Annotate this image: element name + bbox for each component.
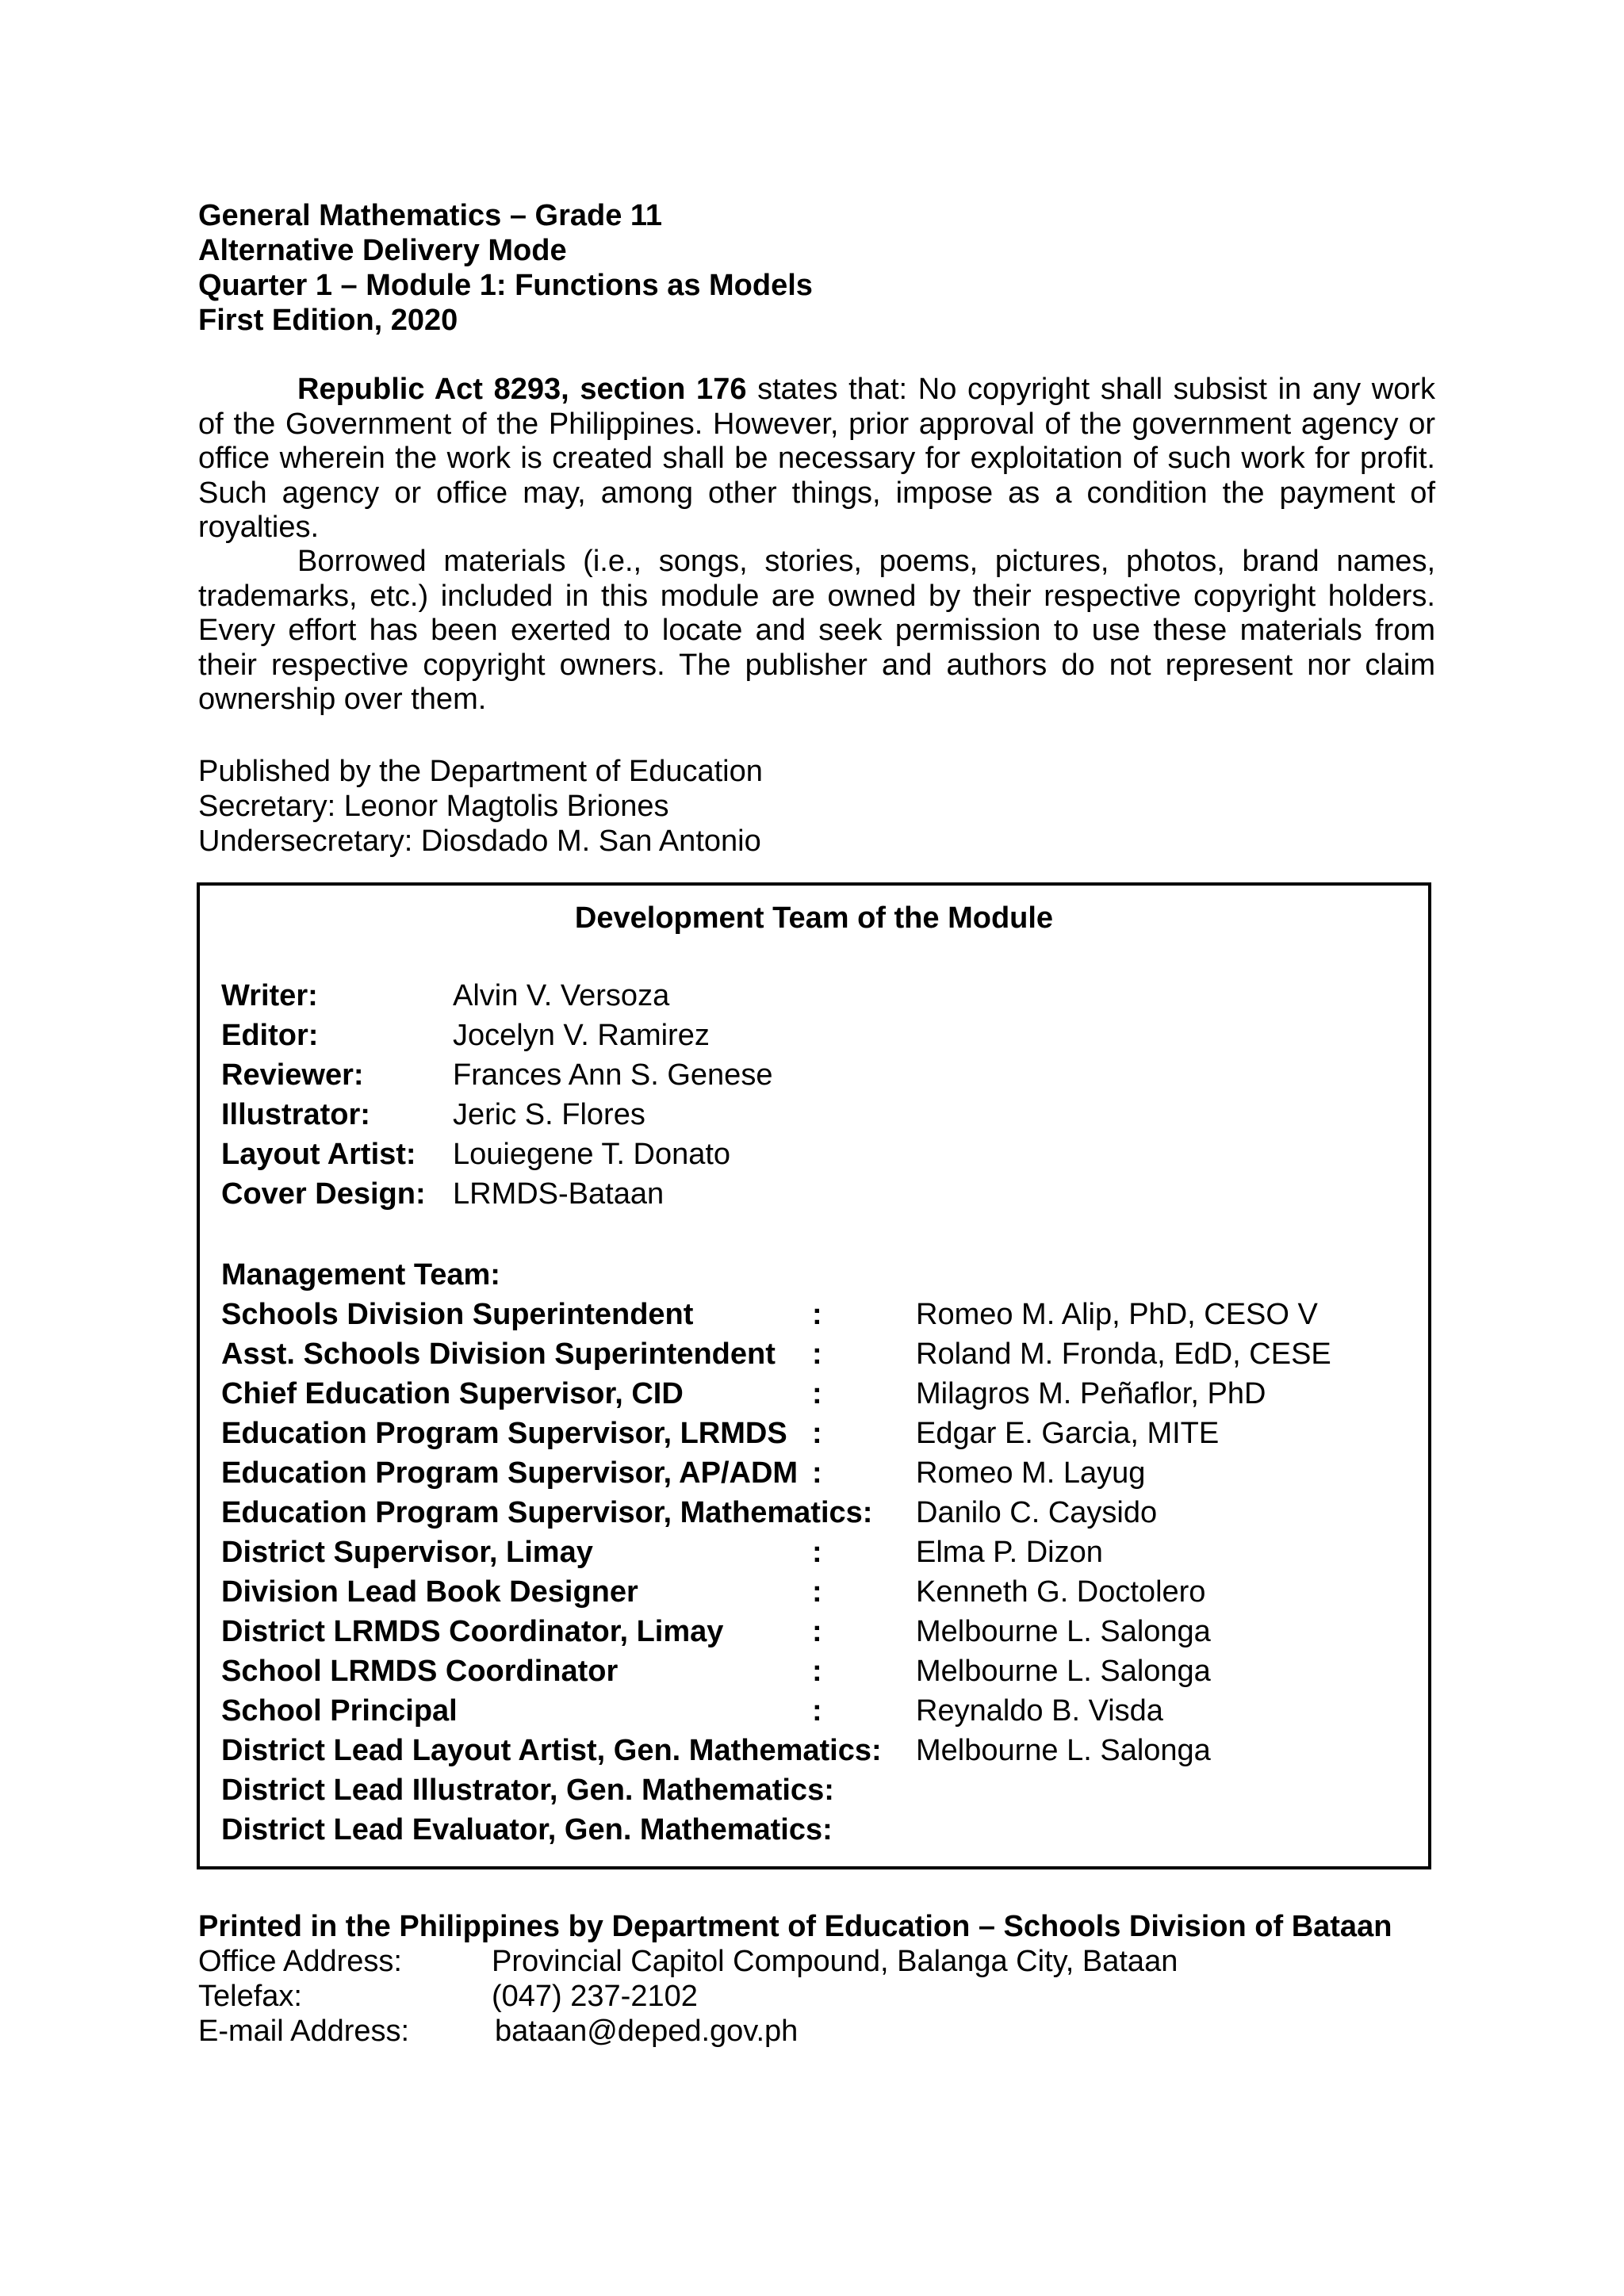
office-address-value: Provincial Capitol Compound, Balanga City, Bataan <box>492 1945 1178 1978</box>
management-row <box>221 1337 1411 1377</box>
management-colon: : <box>812 1377 822 1410</box>
management-colon: : <box>812 1575 822 1609</box>
dev-role: Illustrator: <box>221 1098 370 1131</box>
management-role: Division Lead Book Designer <box>221 1575 638 1609</box>
management-role: District Lead Evaluator, Gen. Mathematics: <box>221 1813 833 1846</box>
management-row <box>221 1694 1411 1734</box>
management-row <box>221 1813 1411 1853</box>
management-role: Education Program Supervisor, LRMDS <box>221 1417 787 1450</box>
management-role: District LRMDS Coordinator, Limay <box>221 1615 724 1648</box>
dev-role: Writer: <box>221 979 318 1012</box>
management-team-title: Management Team: <box>221 1258 500 1292</box>
management-name: Elma P. Dizon <box>916 1536 1103 1569</box>
management-colon: : <box>812 1417 822 1450</box>
republic-act-reference: Republic Act 8293, section 176 <box>297 373 747 406</box>
management-row <box>221 1615 1411 1655</box>
management-colon: : <box>812 1456 822 1490</box>
republic-act-text: states that: No copyright shall subsist in any work of the Government of the Philippines. However, prior approval of the government agency or office wherein the work is created shall be necessary for exploitation of such work for profit. Such agency or office may, among other things, impose as a condition the payment of royalties. <box>198 373 1436 544</box>
management-row <box>221 1536 1411 1575</box>
management-row <box>221 1655 1411 1694</box>
printed-by: Printed in the Philippines by Department of Education – Schools Division of Bataan <box>198 1910 1392 1943</box>
management-name: Melbourne L. Salonga <box>916 1615 1211 1648</box>
management-row <box>221 1298 1411 1337</box>
header-mode: Alternative Delivery Mode <box>198 234 567 267</box>
management-role: Education Program Supervisor, AP/ADM <box>221 1456 799 1490</box>
management-role: District Lead Illustrator, Gen. Mathematics: <box>221 1774 834 1807</box>
management-name: Reynaldo B. Visda <box>916 1694 1163 1728</box>
borrowed-materials-paragraph: Borrowed materials (i.e., songs, stories, poems, pictures, photos, brand names, trademarks, etc.) included in this module are owned by their respective copyright holders. Every effort has been exerted to locate and seek permission to use these materials from their respective copyright owners. The publisher and authors do not represent nor claim ownership over them. <box>198 545 1435 716</box>
management-role: School LRMDS Coordinator <box>221 1655 619 1688</box>
management-row <box>221 1496 1411 1536</box>
email-value: bataan@deped.gov.ph <box>495 2015 799 2048</box>
management-name: Melbourne L. Salonga <box>916 1734 1211 1767</box>
management-name: Milagros M. Peñaflor, PhD <box>916 1377 1266 1410</box>
management-role: Schools Division Superintendent <box>221 1298 694 1331</box>
header-module: Quarter 1 – Module 1: Functions as Models <box>198 269 813 302</box>
management-role: Education Program Supervisor, Mathematics: <box>221 1496 873 1529</box>
secretary: Secretary: Leonor Magtolis Briones <box>198 790 669 823</box>
dev-name: Jocelyn V. Ramirez <box>453 1019 710 1052</box>
office-address-label: Office Address: <box>198 1945 402 1978</box>
management-name: Danilo C. Caysido <box>916 1496 1158 1529</box>
dev-name: Frances Ann S. Genese <box>453 1058 773 1092</box>
development-team-box <box>197 882 1431 1869</box>
management-row <box>221 1734 1411 1774</box>
dev-role: Layout Artist: <box>221 1138 416 1171</box>
management-name: Roland M. Fronda, EdD, CESE <box>916 1337 1331 1371</box>
management-role: Chief Education Supervisor, CID <box>221 1377 684 1410</box>
management-name: Romeo M. Layug <box>916 1456 1146 1490</box>
management-colon: : <box>812 1694 822 1728</box>
dev-name: Jeric S. Flores <box>453 1098 645 1131</box>
management-role: District Lead Layout Artist, Gen. Mathematics: <box>221 1734 882 1767</box>
management-role: School Principal <box>221 1694 458 1728</box>
management-colon: : <box>812 1536 822 1569</box>
dev-name: LRMDS-Bataan <box>453 1177 665 1211</box>
header-subject: General Mathematics – Grade 11 <box>198 199 663 232</box>
publisher-block <box>198 754 763 859</box>
management-row <box>221 1575 1411 1615</box>
management-role: District Supervisor, Limay <box>221 1536 593 1569</box>
management-name: Kenneth G. Doctolero <box>916 1575 1206 1609</box>
module-header <box>198 199 813 339</box>
dev-role: Reviewer: <box>221 1058 364 1092</box>
dev-role: Editor: <box>221 1019 319 1052</box>
management-row <box>221 1377 1411 1417</box>
dev-role: Cover Design: <box>221 1177 426 1211</box>
management-row <box>221 1417 1411 1456</box>
management-colon: : <box>812 1298 822 1331</box>
telefax-label: Telefax: <box>198 1980 302 2013</box>
management-colon: : <box>812 1337 822 1371</box>
telefax-value: (047) 237-2102 <box>492 1980 698 2013</box>
published-by: Published by the Department of Education <box>198 755 763 788</box>
dev-name: Louiegene T. Donato <box>453 1138 731 1171</box>
management-colon: : <box>812 1655 822 1688</box>
copyright-paragraph <box>198 373 1435 545</box>
dev-name: Alvin V. Versoza <box>453 979 670 1012</box>
management-row <box>221 1456 1411 1496</box>
team-title: Development Team of the Module <box>574 901 1054 935</box>
email-label: E-mail Address: <box>198 2015 410 2048</box>
management-role: Asst. Schools Division Superintendent <box>221 1337 776 1371</box>
header-edition: First Edition, 2020 <box>198 304 458 337</box>
management-row <box>221 1774 1411 1813</box>
management-name: Melbourne L. Salonga <box>916 1655 1211 1688</box>
management-name: Romeo M. Alip, PhD, CESO V <box>916 1298 1318 1331</box>
management-colon: : <box>812 1615 822 1648</box>
undersecretary: Undersecretary: Diosdado M. San Antonio <box>198 825 761 858</box>
management-name: Edgar E. Garcia, MITE <box>916 1417 1220 1450</box>
